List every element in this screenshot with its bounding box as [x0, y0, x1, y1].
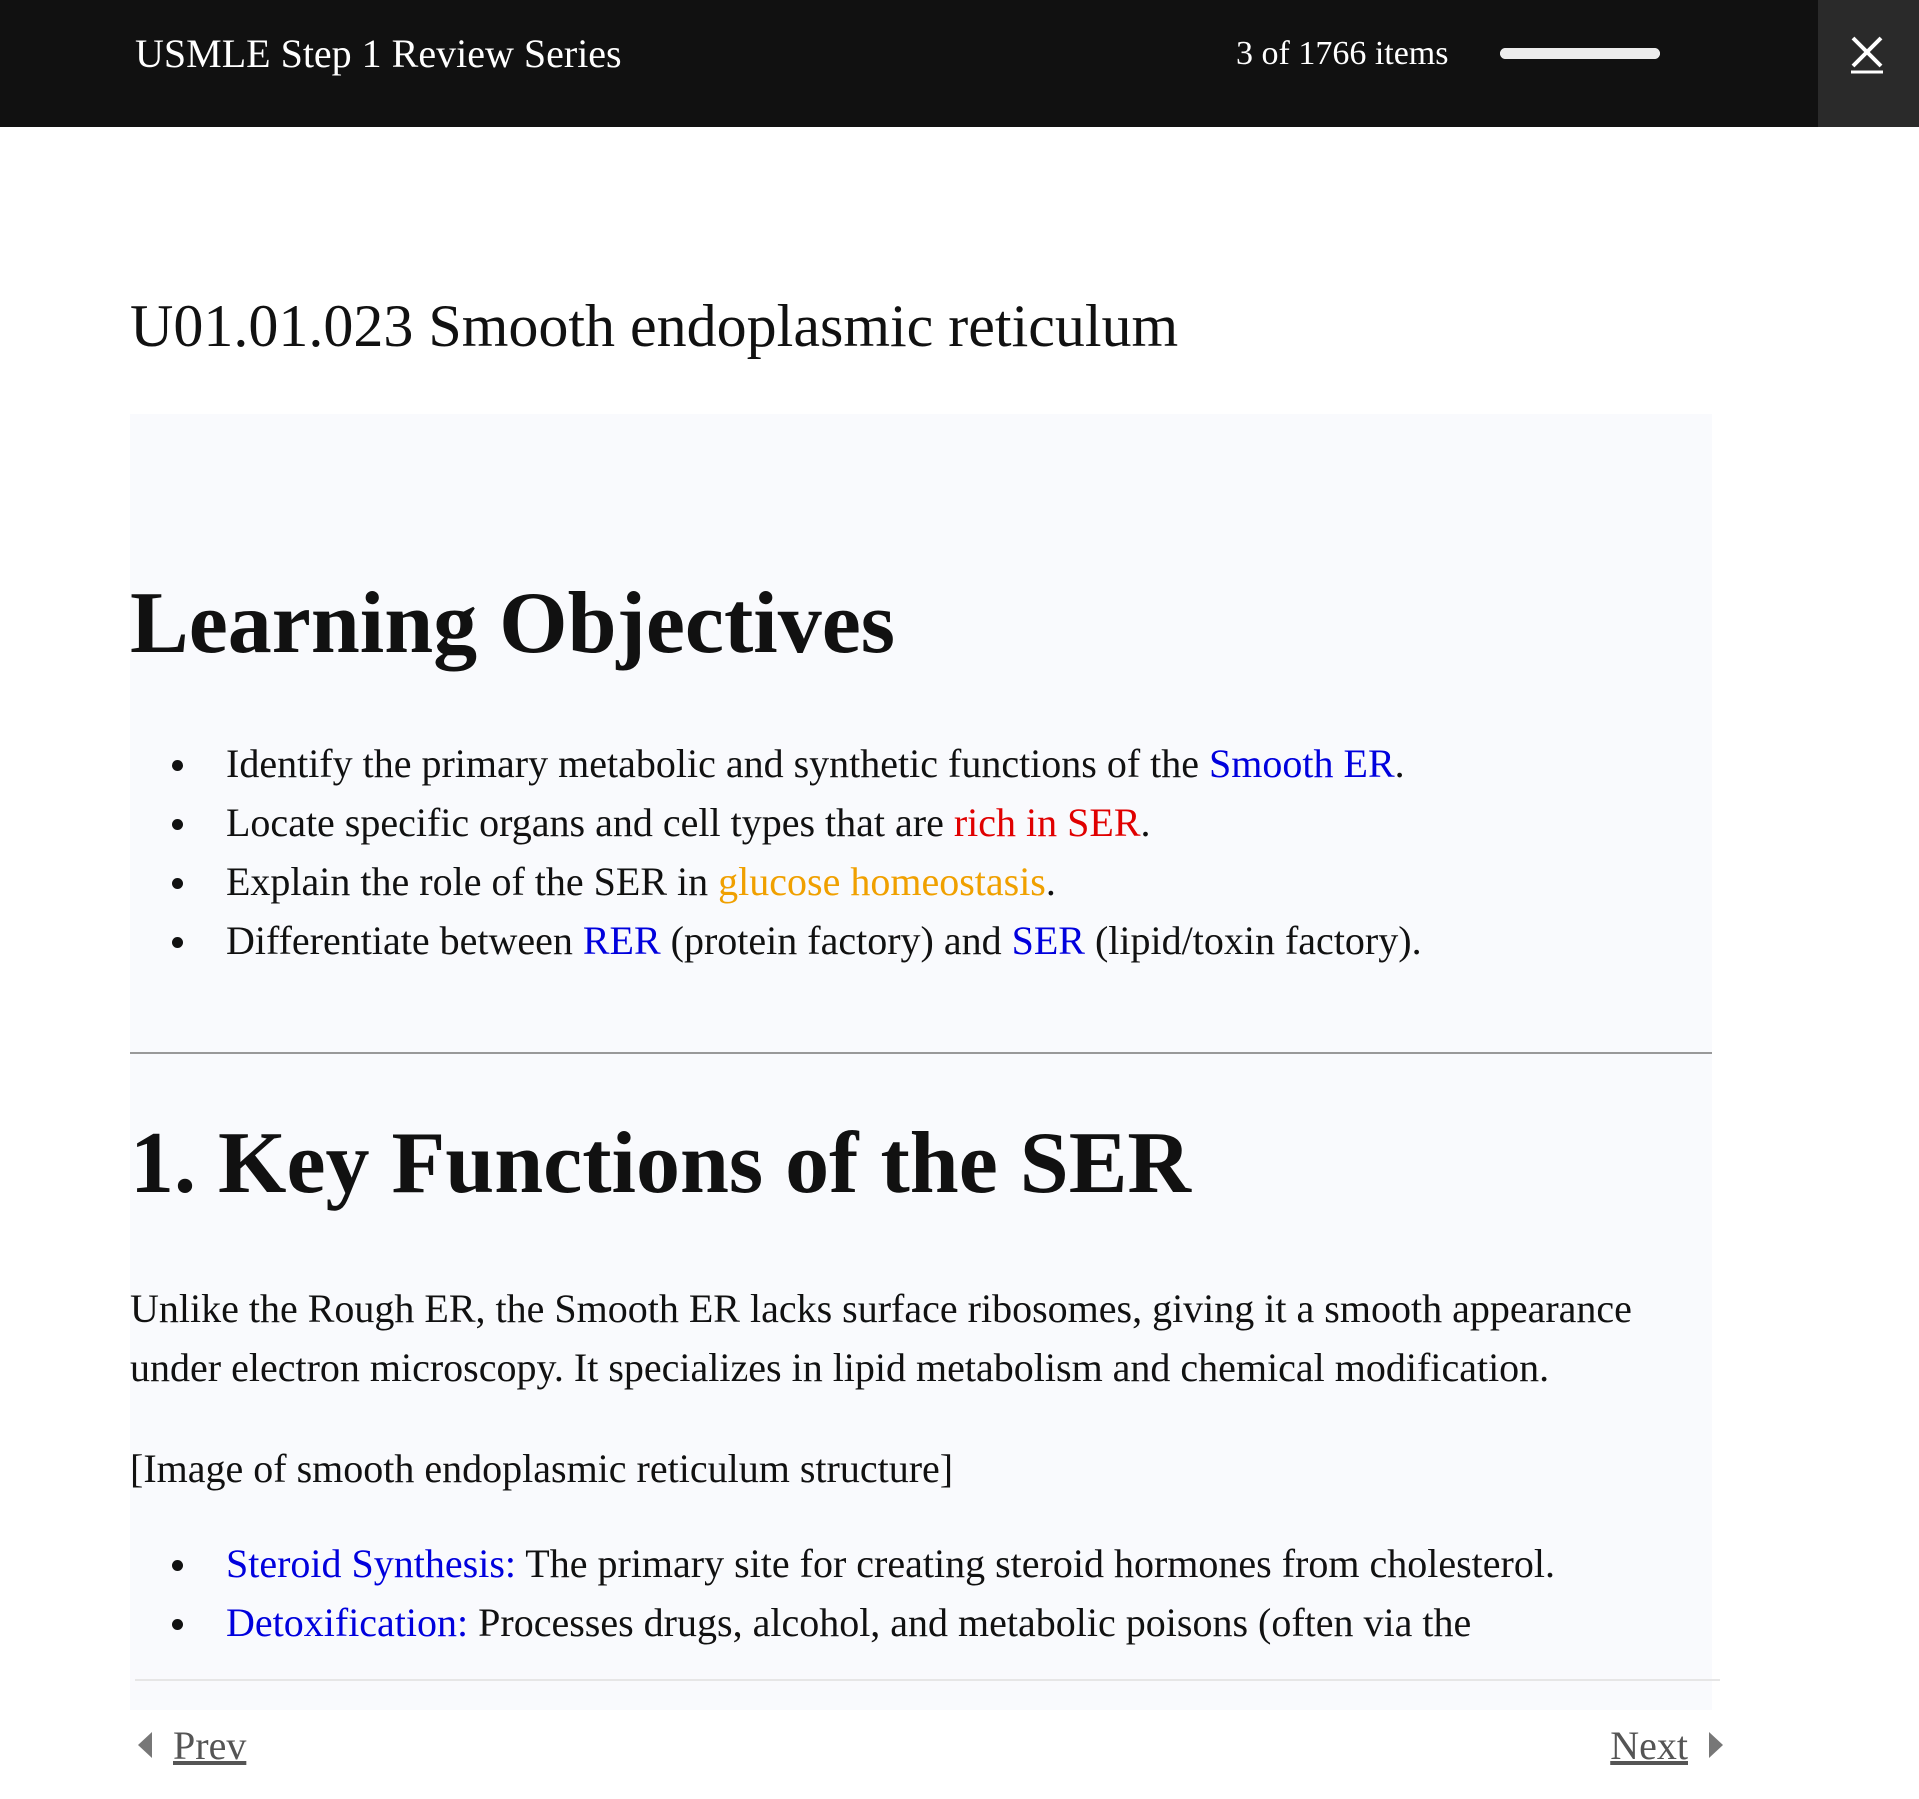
list-item [130, 734, 1712, 793]
caret-left-icon[interactable] [138, 1732, 152, 1758]
highlight-text: Smooth ER [1209, 741, 1395, 786]
bullet-icon [172, 878, 183, 889]
close-button[interactable] [1818, 0, 1919, 127]
list-item-text: . [1394, 741, 1405, 786]
progress-bar [1500, 48, 1660, 59]
learning-objectives-heading: Learning Objectives [130, 575, 896, 672]
image-placeholder: [Image of smooth endoplasmic reticulum structure] [130, 1446, 954, 1491]
list-item [130, 911, 1712, 970]
functions-list [130, 1534, 1712, 1652]
list-item-text: (protein factory) and [660, 918, 1012, 963]
list-item [130, 1534, 1712, 1593]
list-item-text: Differentiate between [226, 918, 583, 963]
content-panel [130, 414, 1712, 1710]
close-icon [1849, 34, 1889, 74]
page-title: U01.01.023 Smooth endoplasmic reticulum [130, 293, 1179, 359]
term-text: Detoxification: [226, 1600, 469, 1645]
bullet-icon [172, 760, 183, 771]
list-item-text: (lipid/toxin factory). [1084, 918, 1422, 963]
list-item-text: Processes drugs, alcohol, and metabolic poisons (often via the [468, 1600, 1472, 1645]
bullet-icon [172, 937, 183, 948]
bullet-icon [172, 1619, 183, 1630]
list-item [130, 793, 1712, 852]
list-item-text: Identify the primary metabolic and synthetic functions of the [226, 741, 1210, 786]
list-item-text: . [1045, 859, 1056, 904]
highlight-text: glucose homeostasis [718, 859, 1046, 904]
prev-link[interactable]: Prev [173, 1723, 247, 1768]
highlight-text: RER [582, 918, 661, 963]
intro-paragraph: Unlike the Rough ER, the Smooth ER lacks surface ribosomes, giving it a smooth appearance under electron microscopy. It specializes in lipid metabolism and chemical modification. [130, 1286, 1632, 1390]
term-text: Steroid Synthesis: [226, 1541, 517, 1586]
list-item-text: Locate specific organs and cell types that are [226, 800, 954, 845]
app-title: USMLE Step 1 Review Series [135, 31, 622, 76]
list-item-text: Explain the role of the SER in [226, 859, 719, 904]
objectives-list [130, 734, 1712, 970]
next-link[interactable]: Next [1610, 1723, 1688, 1768]
list-item [130, 852, 1712, 911]
highlight-text: rich in SER [953, 800, 1141, 845]
bullet-icon [172, 1560, 183, 1571]
progress-bar-fill [1500, 48, 1660, 59]
section-divider [130, 1052, 1712, 1054]
item-count: 3 of 1766 items [1236, 35, 1449, 72]
list-item [130, 1593, 1712, 1652]
list-item-text: The primary site for creating steroid hormones from cholesterol. [516, 1541, 1555, 1586]
bullet-icon [172, 819, 183, 830]
top-bar [0, 0, 1919, 127]
key-functions-heading: 1. Key Functions of the SER [130, 1115, 1191, 1212]
caret-right-icon[interactable] [1709, 1732, 1723, 1758]
footer-divider [135, 1679, 1720, 1681]
highlight-text: SER [1011, 918, 1085, 963]
list-item-text: . [1140, 800, 1151, 845]
